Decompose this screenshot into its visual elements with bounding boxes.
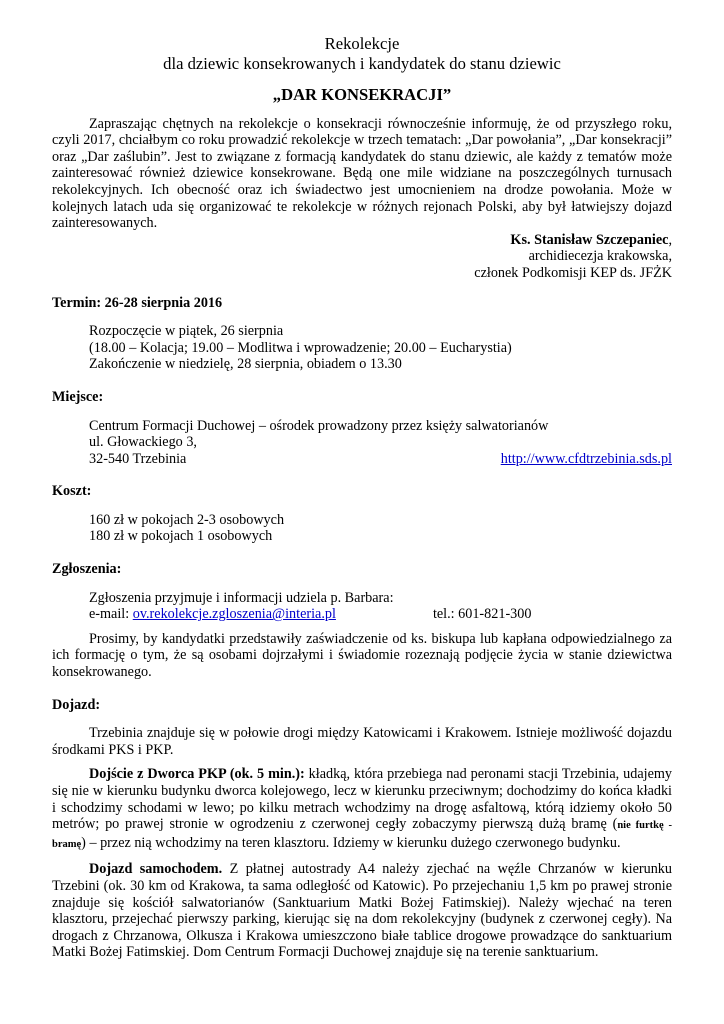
signature-name: Ks. Stanisław Szczepaniec xyxy=(510,231,669,248)
email-line xyxy=(89,606,336,623)
zgloszenia-heading: Zgłoszenia: xyxy=(52,561,122,578)
website-link[interactable]: http://www.cfdtrzebinia.sds.pl xyxy=(500,450,672,467)
zgloszenia-block xyxy=(52,590,672,623)
signature-line-3: członek Podkomisji KEP ds. JFŻK xyxy=(474,264,672,281)
termin-line-3: Zakończenie w niedzielę, 28 sierpnia, obiadem o 13.30 xyxy=(89,356,402,373)
koszt-heading: Koszt: xyxy=(52,483,92,500)
miejsce-block xyxy=(52,418,672,468)
email-link[interactable]: ov.rekolekcje.zgloszenia@interia.pl xyxy=(132,606,336,623)
koszt-block xyxy=(52,512,672,545)
termin-block xyxy=(52,323,672,373)
dojazd-paragraph-2 xyxy=(52,766,672,853)
dojazd-car-text: Z płatnej autostrady A4 należy zjechać na węźle Chrzanów w kierunku Trzebini (ok. 30 km od Krakowa, ta sama odległość od Katowic). Po przejechaniu 1,5 km po prawej stronie znajduje się kościół salwatorianów (Sanktuarium Matki Bożej Fatimskiej). Należy wjechać na teren klasztoru, przejechać pierwszy parking, kierując się na dom rekolekcyjny (budynek z czerwonej cegły). Na drogach z Chrzanowa, Olkusza i Krakowa umieszczono białe tablice drogowe prowadzące do sanktuarium Matki Bożej Fatimskiej. Dom Centrum Formacji Duchowej znajduje się na terenie sanktuarium. xyxy=(52,861,672,961)
header-line-2: dla dziewic konsekrowanych i kandydatek do stanu dziewic xyxy=(163,54,561,73)
zgloszenia-note: Prosimy, by kandydatki przedstawiły zaświadczenie od ks. biskupa lub kapłana odpowiedzialnego za ich formację o tym, że są osobami dojrzałymi i świadomie rozeznają podjęcie życia w stanie dziewictwa konsekrowanego. xyxy=(52,630,672,681)
dojazd-paragraph-3 xyxy=(52,861,672,961)
miejsce-row-3 xyxy=(89,451,672,468)
dojazd-pkp-text-a: kładką, która przebiega nad peronami stacji Trzebinia, udajemy się nie w kierunku budynku dworca kolejowego, lecz w kierunku przeciwnym; dochodzimy do końca kładki i schodzimy schodami w lewo; po kilku metrach wchodzimy na drogę asfaltową, którą idziemy około 50 metrów; po prawej stronie w ogrodzeniu z czerwonej cegły zobaczymy pierwszą dużą bramę ( xyxy=(52,766,673,833)
dojazd-paragraph-1: Trzebinia znajduje się w połowie drogi między Katowicami i Krakowem. Istnieje możliwość dojazdu środkami PKS i PKP. xyxy=(52,725,672,758)
dojazd-pkp-text-b: ) – przez nią wchodzimy na teren klasztoru. Idziemy w kierunku dużego czerwonego budynku. xyxy=(81,834,621,851)
miejsce-line-2: ul. Głowackiego 3, xyxy=(89,434,197,451)
dojazd-pkp-gate-note: nie furtkę - bramę xyxy=(52,820,672,850)
koszt-line-1: 160 zł w pokojach 2-3 osobowych xyxy=(89,511,285,528)
zgloszenia-line-1: Zgłoszenia przyjmuje i informacji udziela p. Barbara: xyxy=(89,589,394,606)
dojazd-heading: Dojazd: xyxy=(52,696,101,713)
header-line-1: Rekolekcje xyxy=(324,34,400,53)
dojazd-pkp-label: Dojście z Dworca PKP (ok. 5 min.): xyxy=(89,766,305,783)
signature-line-2: archidiecezja krakowska, xyxy=(528,248,672,265)
main-title: „DAR KONSEKRACJI” xyxy=(272,85,452,104)
signature-comma: , xyxy=(668,231,672,248)
miejsce-line-1: Centrum Formacji Duchowej – ośrodek prowadzony przez księży salwatorianów xyxy=(89,417,549,434)
termin-line-2: (18.00 – Kolacja; 19.00 – Modlitwa i wprowadzenie; 20.00 – Eucharystia) xyxy=(89,339,512,356)
miejsce-line-3: 32-540 Trzebinia xyxy=(89,450,187,467)
intro-paragraph: Zapraszając chętnych na rekolekcje o konsekracji równocześnie informuję, że od przyszłego roku, czyli 2017, chciałbym co roku prowadzić rekolekcje w trzech tematach: „Dar powołania”, „Dar konsekracji” oraz „Dar zaślubin”. Jest to związane z formacją kandydatek do stanu dziewic, ale każdy z tematów może zainteresować również dziewice konsekrowane. Będą one mile widziane na poszczególnych turnusach rekolekcyjnych. Ich obecność oraz ich świadectwo jest umocnieniem na drodze powołania. Może w kolejnych latach uda się organizować te rekolekcje w różnych rejonach Polski, aby był łatwiejszy dojazd zainteresowanych. xyxy=(52,115,672,232)
miejsce-heading: Miejsce: xyxy=(52,388,104,405)
phone-number: tel.: 601-821-300 xyxy=(432,606,532,623)
signature xyxy=(52,232,672,282)
header xyxy=(52,0,672,74)
dojazd-car-label: Dojazd samochodem. xyxy=(89,861,223,878)
email-label: e-mail: xyxy=(89,606,133,623)
termin-line-1: Rozpoczęcie w piątek, 26 sierpnia xyxy=(89,323,284,340)
contact-row xyxy=(89,606,672,623)
koszt-line-2: 180 zł w pokojach 1 osobowych xyxy=(89,528,273,545)
termin-heading: Termin: 26-28 sierpnia 2016 xyxy=(52,294,223,311)
